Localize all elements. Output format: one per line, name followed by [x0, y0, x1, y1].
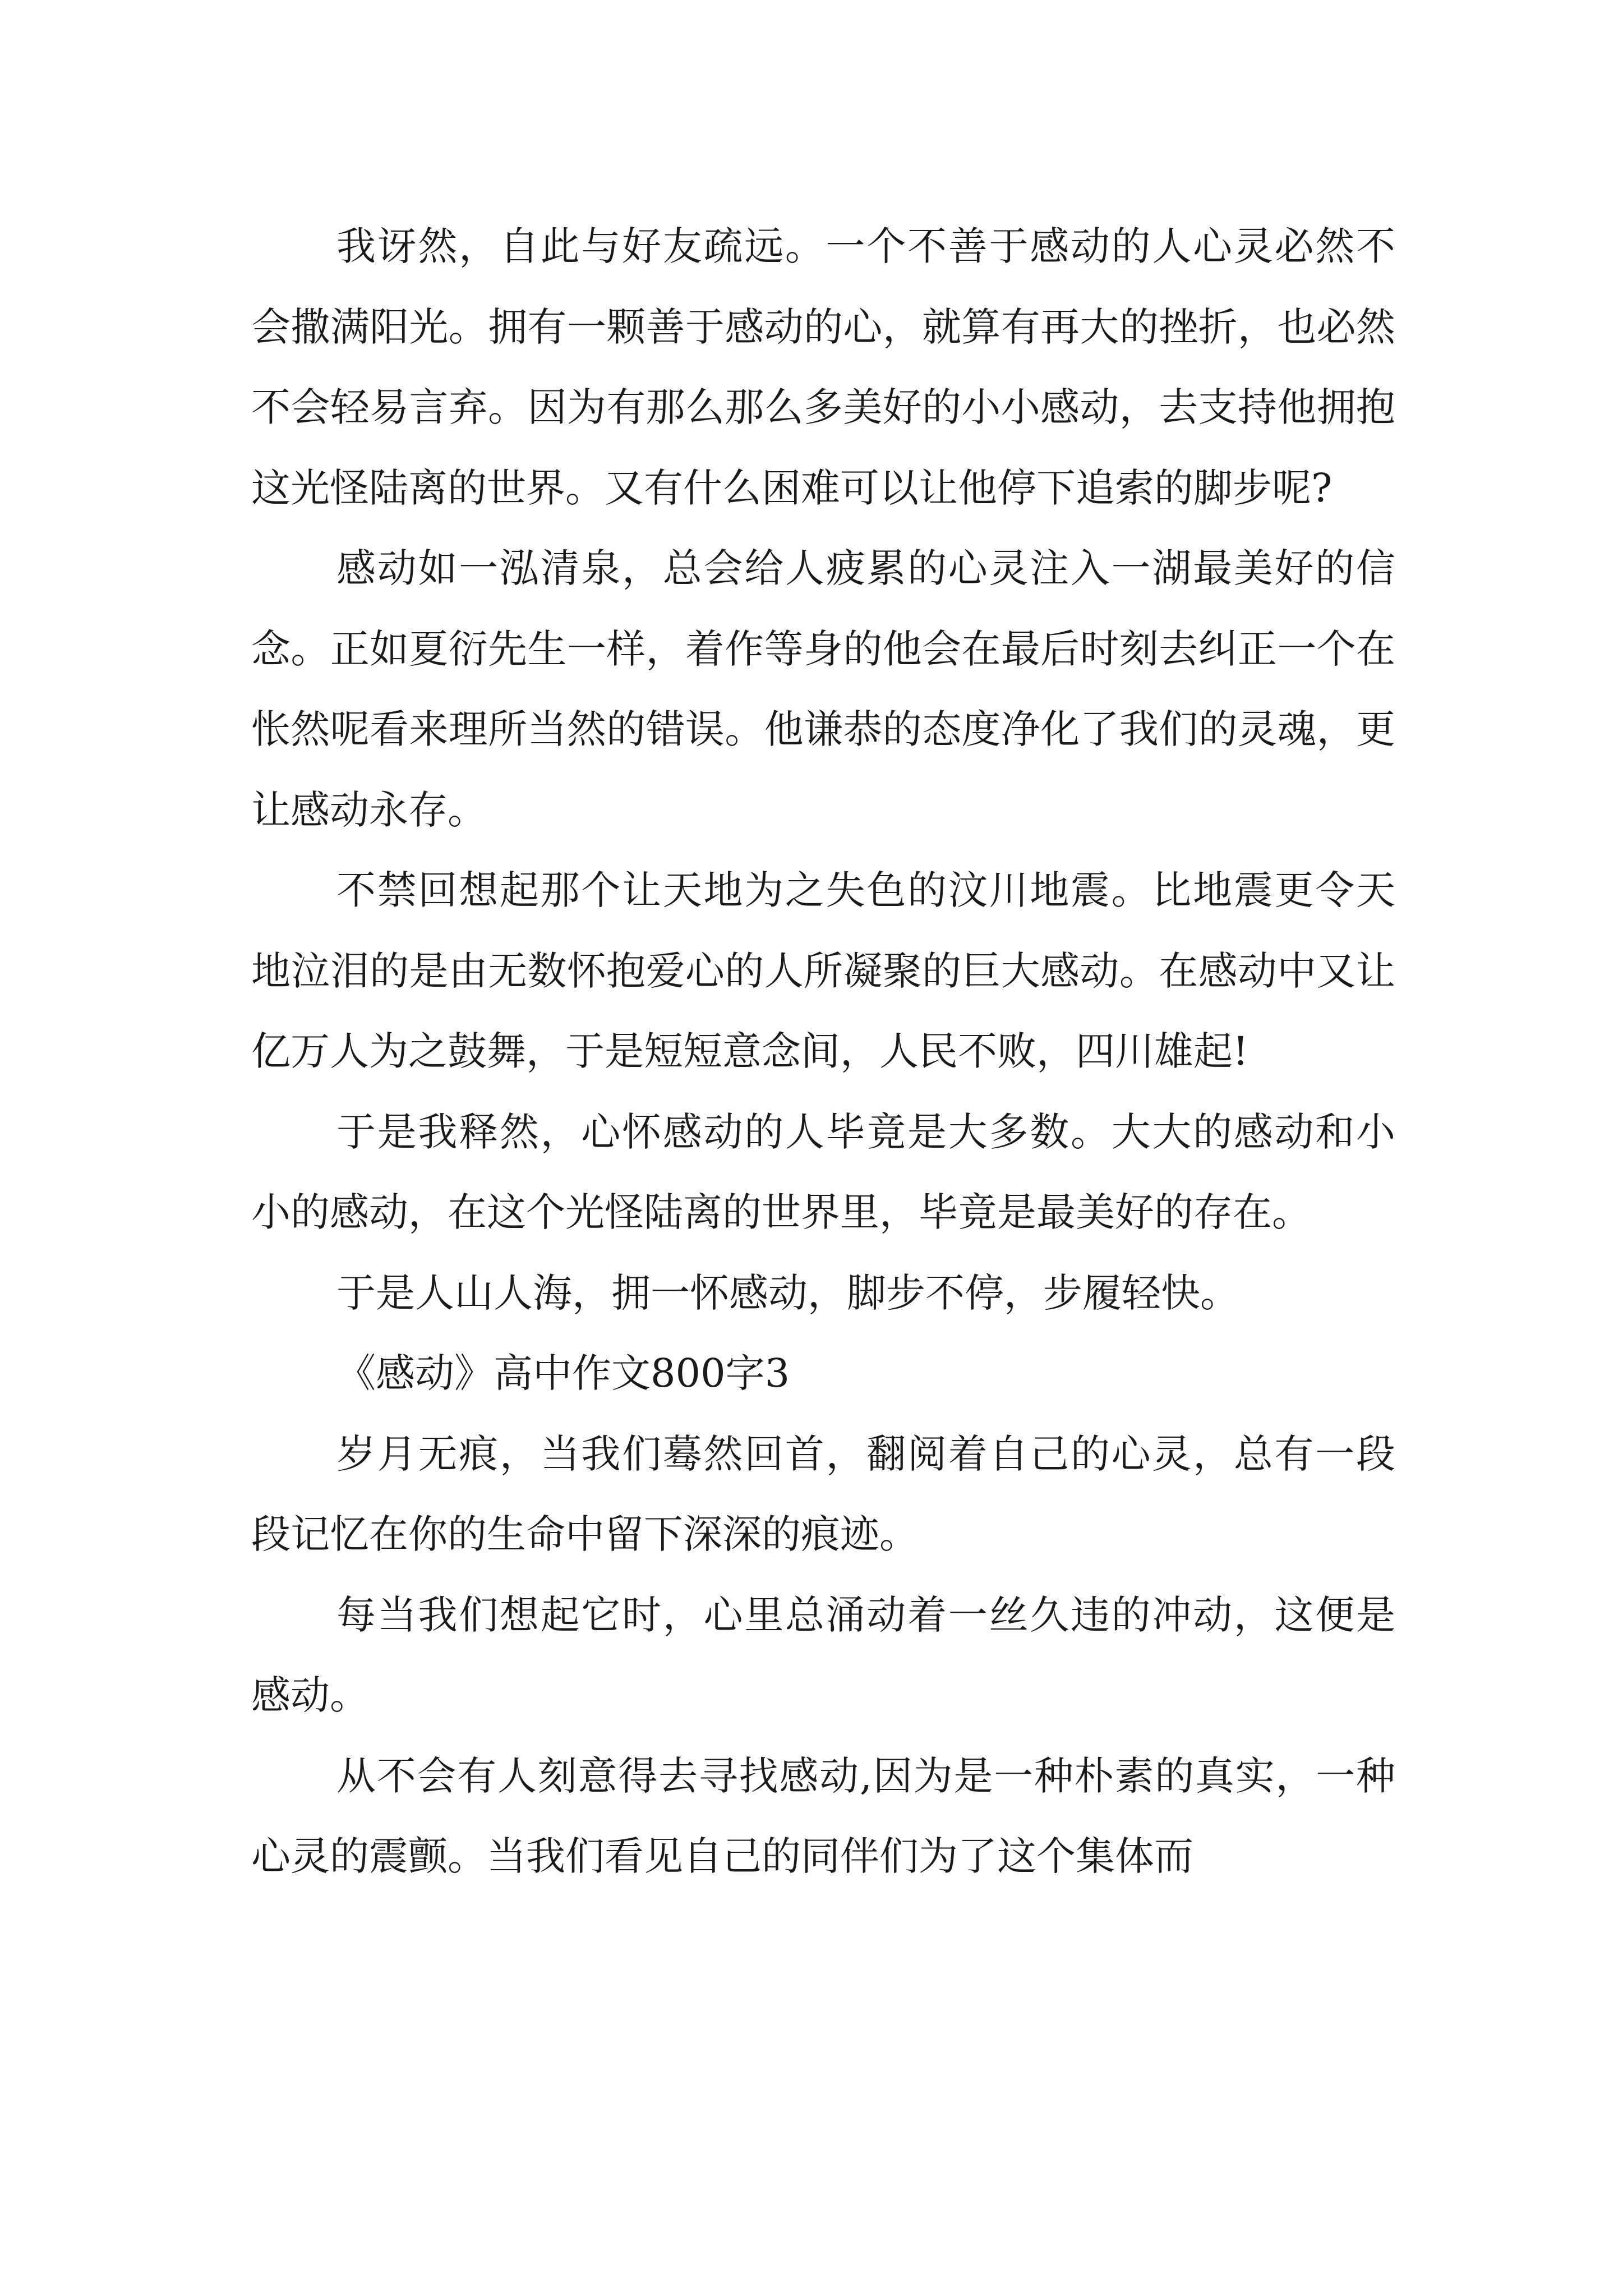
paragraph-2: 感动如一泓清泉，总会给人疲累的心灵注入一湖最美好的信念。正如夏衍先生一样，着作等身的他会在最后时刻去纠正一个在怅然呢看来理所当然的错误。他谦恭的态度净化了我们的灵魂，更让感动永存。: [251, 545, 1395, 833]
paragraph-6: 岁月无痕，当我们蓦然回首，翻阅着自己的心灵，总有一段段记忆在你的生命中留下深深的痕迹。: [251, 1430, 1395, 1557]
paragraph-7: 每当我们想起它时，心里总涌动着一丝久违的冲动，这便是感动。: [251, 1591, 1395, 1718]
document-body: [251, 206, 1395, 1897]
paragraph-5: 于是人山人海，拥一怀感动，脚步不停，步履轻快。: [336, 1269, 1239, 1316]
paragraph-3: 不禁回想起那个让天地为之失色的汶川地震。比地震更令天地泣泪的是由无数怀抱爱心的人所凝聚的巨大感动。在感动中又让亿万人为之鼓舞，于是短短意念间，人民不败，四川雄起!: [251, 867, 1395, 1074]
paragraph-4: 于是我释然，心怀感动的人毕竟是大多数。大大的感动和小小的感动，在这个光怪陆离的世界里，毕竟是最美好的存在。: [251, 1108, 1395, 1235]
paragraph-8: 从不会有人刻意得去寻找感动,因为是一种朴素的真实，一种心灵的震颤。当我们看见自己的同伴们为了这个集体而: [251, 1752, 1395, 1879]
paragraph-1: 我讶然，自此与好友疏远。一个不善于感动的人心灵必然不会撒满阳光。拥有一颗善于感动的心，就算有再大的挫折，也必然不会轻易言弃。因为有那么那么多美好的小小感动，去支持他拥抱这光怪陆离的世界。又有什么困难可以让他停下追索的脚步呢?: [251, 223, 1395, 511]
section-heading: 《感动》高中作文800字3: [336, 1350, 790, 1396]
